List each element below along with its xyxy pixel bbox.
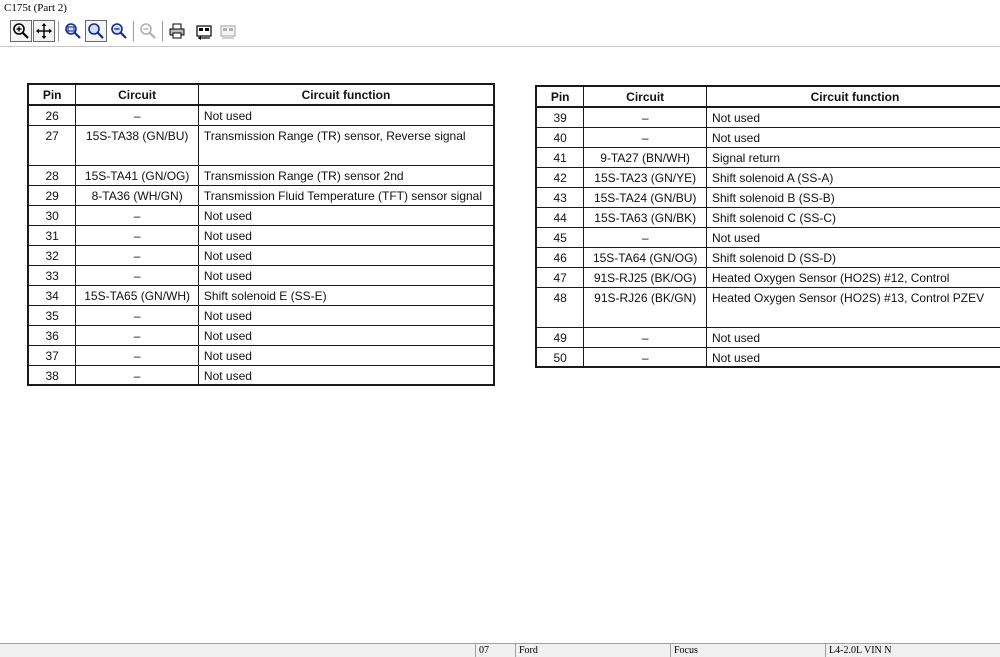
table-header-row — [28, 84, 494, 105]
circuit-cell: – — [584, 347, 707, 367]
status-cell-year: 07 — [475, 644, 515, 657]
pin-cell: 39 — [536, 107, 584, 127]
circuit-cell: 8-TA36 (WH/GN) — [76, 185, 199, 205]
function-cell: Heated Oxygen Sensor (HO2S) #12, Control — [706, 267, 1000, 287]
function-cell: Not used — [198, 325, 494, 345]
table-row — [28, 305, 494, 325]
pin-cell: 42 — [536, 167, 584, 187]
table-row — [536, 207, 1000, 227]
pin-cell: 48 — [536, 287, 584, 327]
toolbar — [0, 17, 1000, 47]
table-row — [28, 265, 494, 285]
table-row — [28, 165, 494, 185]
circuit-cell: 91S-RJ26 (BK/GN) — [584, 287, 707, 327]
function-cell: Not used — [198, 265, 494, 285]
table-row — [28, 225, 494, 245]
function-cell: Shift solenoid A (SS-A) — [706, 167, 1000, 187]
pin-cell: 49 — [536, 327, 584, 347]
pin-cell: 47 — [536, 267, 584, 287]
function-cell: Shift solenoid E (SS-E) — [198, 285, 494, 305]
pin-cell: 45 — [536, 227, 584, 247]
table-row — [28, 345, 494, 365]
table-row — [28, 205, 494, 225]
circuit-cell: – — [76, 325, 199, 345]
copy-disabled-icon — [219, 22, 237, 40]
table-row — [28, 125, 494, 165]
header-circuit: Circuit — [76, 84, 199, 105]
table-row — [536, 347, 1000, 367]
table-row — [28, 285, 494, 305]
circuit-cell: 15S-TA23 (GN/YE) — [584, 167, 707, 187]
status-bar — [0, 643, 1000, 657]
zoom-disabled-button[interactable] — [137, 20, 159, 42]
copy-disabled-button[interactable] — [217, 20, 239, 42]
function-cell: Not used — [706, 347, 1000, 367]
function-cell: Not used — [198, 225, 494, 245]
table-row — [536, 187, 1000, 207]
status-cell-engine: L4-2.0L VIN N — [825, 644, 1000, 657]
pin-cell: 40 — [536, 127, 584, 147]
circuit-cell: – — [584, 227, 707, 247]
function-cell: Not used — [706, 327, 1000, 347]
circuit-cell: 15S-TA64 (GN/OG) — [584, 247, 707, 267]
table-row — [28, 245, 494, 265]
zoom-disabled-icon — [139, 22, 157, 40]
table-row — [536, 107, 1000, 127]
pin-cell: 34 — [28, 285, 76, 305]
pin-cell: 29 — [28, 185, 76, 205]
pin-cell: 41 — [536, 147, 584, 167]
function-cell: Not used — [198, 305, 494, 325]
function-cell: Not used — [198, 245, 494, 265]
toolbar-separator — [58, 21, 59, 41]
function-cell: Transmission Range (TR) sensor 2nd — [198, 165, 494, 185]
function-cell: Shift solenoid C (SS-C) — [706, 207, 1000, 227]
function-cell: Not used — [706, 227, 1000, 247]
table-row — [536, 167, 1000, 187]
function-cell: Not used — [706, 127, 1000, 147]
zoom-in-button[interactable] — [10, 20, 32, 42]
function-cell: Not used — [198, 105, 494, 125]
pin-cell: 27 — [28, 125, 76, 165]
function-cell: Not used — [198, 205, 494, 225]
circuit-cell: 91S-RJ25 (BK/OG) — [584, 267, 707, 287]
print-button[interactable] — [166, 20, 188, 42]
table-row — [536, 287, 1000, 327]
table-row — [28, 325, 494, 345]
function-cell: Transmission Range (TR) sensor, Reverse signal — [198, 125, 494, 165]
function-cell: Shift solenoid B (SS-B) — [706, 187, 1000, 207]
table-row — [536, 247, 1000, 267]
pin-cell: 33 — [28, 265, 76, 285]
pan-button[interactable] — [33, 20, 55, 42]
circuit-cell: – — [76, 305, 199, 325]
header-pin: Pin — [28, 84, 76, 105]
pin-cell: 31 — [28, 225, 76, 245]
function-cell: Heated Oxygen Sensor (HO2S) #13, Control PZEV — [706, 287, 1000, 327]
zoom-out-button[interactable] — [108, 20, 130, 42]
circuit-cell: – — [584, 107, 707, 127]
circuit-cell: 15S-TA63 (GN/BK) — [584, 207, 707, 227]
copy-image-icon — [195, 22, 213, 40]
toolbar-separator — [133, 21, 134, 41]
zoom-fit-button[interactable] — [85, 20, 107, 42]
pin-cell: 36 — [28, 325, 76, 345]
circuit-cell: – — [584, 327, 707, 347]
document-view — [0, 47, 1000, 643]
circuit-cell: – — [76, 205, 199, 225]
pin-cell: 32 — [28, 245, 76, 265]
zoom-region-button[interactable] — [62, 20, 84, 42]
table-row — [536, 147, 1000, 167]
table-row — [536, 267, 1000, 287]
circuit-cell: 9-TA27 (BN/WH) — [584, 147, 707, 167]
header-function: Circuit function — [706, 86, 1000, 107]
pin-cell: 44 — [536, 207, 584, 227]
table-row — [536, 127, 1000, 147]
function-cell: Shift solenoid D (SS-D) — [706, 247, 1000, 267]
circuit-cell: 15S-TA41 (GN/OG) — [76, 165, 199, 185]
function-cell: Signal return — [706, 147, 1000, 167]
table-header-row — [536, 86, 1000, 107]
pan-icon — [35, 22, 53, 40]
pin-cell: 35 — [28, 305, 76, 325]
pin-cell: 50 — [536, 347, 584, 367]
pin-cell: 46 — [536, 247, 584, 267]
pin-table-left — [27, 83, 495, 386]
header-circuit: Circuit — [584, 86, 707, 107]
circuit-cell: 15S-TA24 (GN/BU) — [584, 187, 707, 207]
function-cell: Not used — [706, 107, 1000, 127]
pin-cell: 37 — [28, 345, 76, 365]
table-row — [536, 227, 1000, 247]
table-row — [28, 185, 494, 205]
circuit-cell: 15S-TA38 (GN/BU) — [76, 125, 199, 165]
print-icon — [168, 22, 186, 40]
zoom-fit-icon — [87, 22, 105, 40]
status-cell-blank — [0, 644, 475, 657]
pin-table-right — [535, 85, 1000, 368]
window-title: C175t (Part 2) — [0, 0, 1000, 17]
pin-cell: 43 — [536, 187, 584, 207]
status-cell-model: Focus — [670, 644, 825, 657]
circuit-cell: – — [584, 127, 707, 147]
zoom-out-icon — [110, 22, 128, 40]
pin-cell: 30 — [28, 205, 76, 225]
table-row — [28, 105, 494, 125]
table-row — [536, 327, 1000, 347]
circuit-cell: – — [76, 345, 199, 365]
circuit-cell: – — [76, 225, 199, 245]
zoom-in-icon — [12, 22, 30, 40]
pin-cell: 26 — [28, 105, 76, 125]
circuit-cell: – — [76, 265, 199, 285]
zoom-region-icon — [64, 22, 82, 40]
circuit-cell: – — [76, 105, 199, 125]
toolbar-separator — [162, 21, 163, 41]
function-cell: Transmission Fluid Temperature (TFT) sensor signal — [198, 185, 494, 205]
function-cell: Not used — [198, 345, 494, 365]
table-row — [28, 365, 494, 385]
status-cell-make: Ford — [515, 644, 670, 657]
copy-image-button[interactable] — [193, 20, 215, 42]
header-function: Circuit function — [198, 84, 494, 105]
header-pin: Pin — [536, 86, 584, 107]
circuit-cell: 15S-TA65 (GN/WH) — [76, 285, 199, 305]
function-cell: Not used — [198, 365, 494, 385]
pin-cell: 28 — [28, 165, 76, 185]
pin-cell: 38 — [28, 365, 76, 385]
circuit-cell: – — [76, 245, 199, 265]
circuit-cell: – — [76, 365, 199, 385]
